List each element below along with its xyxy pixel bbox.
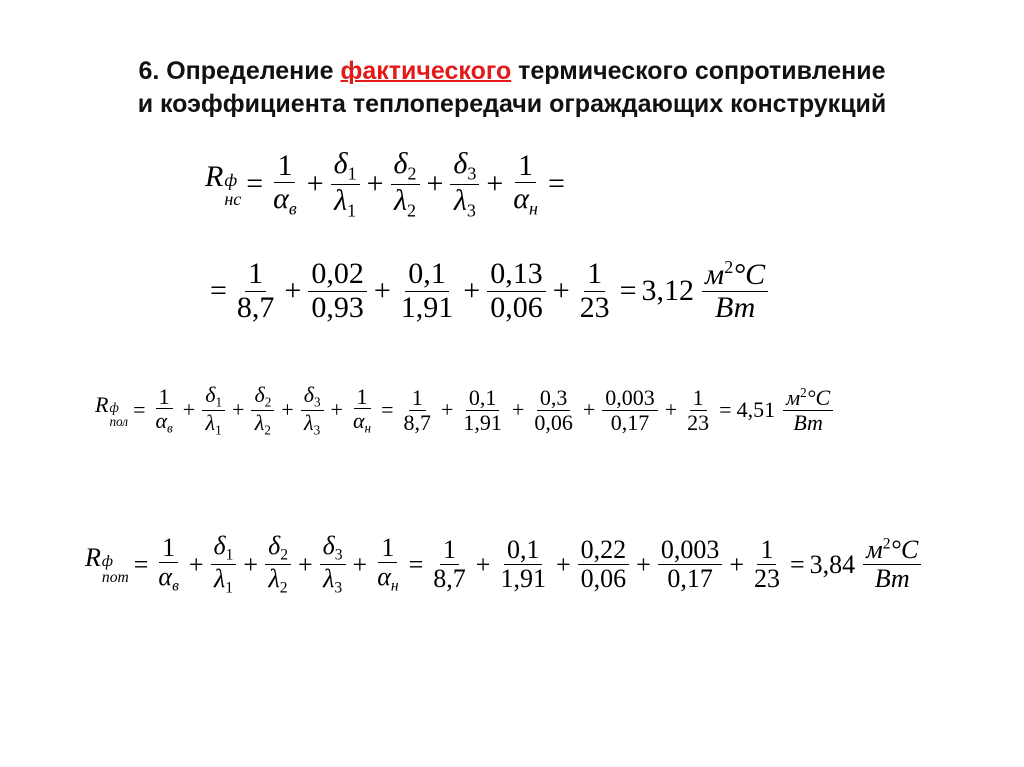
numerator-value: 0,22 (580, 535, 627, 565)
numerator (466, 386, 500, 411)
one: 1 (518, 148, 534, 182)
numerator-value: 0,1 (506, 535, 540, 565)
denominator (308, 292, 367, 324)
denominator-value: 8,7 (236, 290, 275, 324)
denominator-value: 23 (579, 290, 610, 324)
denominator (872, 565, 913, 593)
lambda-symbol (334, 183, 357, 221)
superscript-phi: ф (109, 400, 119, 415)
denominator (790, 411, 826, 435)
fraction (211, 532, 237, 598)
delta-letter: δ (205, 382, 216, 407)
one: 1 (158, 383, 170, 409)
unit-m: м (786, 385, 801, 411)
equation-pot (85, 532, 923, 598)
subscript: 3 (313, 394, 321, 410)
alpha-letter: α (155, 408, 168, 434)
plus-sign: + (182, 397, 196, 423)
plus-sign: + (284, 274, 302, 308)
numerator (578, 536, 630, 565)
plus-sign: + (330, 397, 343, 423)
numerator (487, 258, 546, 291)
numerator (515, 150, 536, 183)
denominator (608, 411, 653, 435)
denominator (398, 292, 457, 324)
delta-letter: δ (268, 531, 281, 560)
R-indices (109, 401, 128, 429)
one: 1 (381, 533, 395, 563)
numerator (308, 258, 367, 291)
denominator (350, 409, 374, 436)
numerator (378, 534, 397, 563)
result-value: 3,12 (641, 274, 695, 308)
unit-m: м (866, 535, 883, 565)
numerator-value: 1 (587, 257, 603, 291)
unit-power: 2 (724, 257, 734, 277)
plus-sign: + (306, 167, 324, 201)
delta-symbol (453, 147, 477, 184)
fraction (487, 258, 546, 324)
numerator-value: 0,02 (311, 257, 364, 291)
fraction (602, 386, 658, 435)
subscript: в (288, 198, 297, 219)
denominator (270, 183, 300, 219)
fraction (331, 148, 360, 220)
subscript: 1 (215, 422, 222, 438)
numerator (159, 534, 178, 563)
unit-power: 2 (800, 385, 807, 401)
alpha-letter: α (513, 182, 530, 216)
subscript: 1 (215, 394, 223, 410)
R-letter: R (205, 159, 224, 193)
plus-sign: + (366, 167, 384, 201)
unit-numerator (866, 535, 918, 564)
subscript: 2 (280, 546, 288, 564)
plus-sign: + (486, 167, 504, 201)
unit-m: м (705, 257, 725, 291)
unit-celsius: °C (890, 535, 919, 565)
denominator (451, 185, 479, 221)
delta-letter: δ (393, 147, 408, 180)
numerator-value: 1 (692, 385, 704, 411)
lambda-symbol (254, 409, 271, 438)
delta-symbol (205, 382, 223, 410)
denominator (252, 411, 274, 438)
denominator-value: 0,06 (534, 409, 573, 435)
plus-sign: + (636, 549, 651, 579)
numerator (783, 386, 833, 411)
plus-sign: + (511, 397, 525, 423)
title-prefix: 6. Определение (138, 57, 341, 85)
denominator (531, 411, 576, 435)
denominator-value: 23 (753, 564, 780, 594)
plus-sign: + (281, 397, 294, 423)
subscript: 3 (467, 163, 477, 184)
title-highlight: фактического (340, 57, 512, 85)
numerator (156, 385, 173, 410)
lambda-symbol (453, 183, 476, 221)
equals-sign: = (133, 549, 149, 579)
plus-sign: + (552, 274, 570, 308)
equation-pol (95, 383, 835, 438)
unit-watt: Вт (793, 409, 823, 435)
R-indices (102, 554, 129, 587)
denominator-value: 0,06 (490, 290, 543, 324)
lambda-letter: λ (453, 183, 467, 217)
plus-sign: + (440, 397, 454, 423)
denominator (234, 292, 278, 324)
fraction (155, 534, 181, 595)
plus-sign: + (582, 397, 596, 423)
equals-sign: = (789, 549, 805, 579)
numerator (757, 536, 776, 565)
fraction (251, 383, 274, 438)
numerator-value: 0,003 (660, 535, 720, 565)
delta-letter: δ (322, 531, 335, 560)
plus-sign: + (475, 549, 491, 579)
fraction (320, 532, 346, 598)
denominator-value: 0,93 (311, 290, 364, 324)
fraction (350, 385, 374, 437)
denominator-value: 8,7 (403, 409, 431, 435)
plus-sign: + (243, 549, 259, 579)
fraction (577, 258, 613, 324)
fraction (450, 148, 479, 220)
fraction (863, 536, 921, 593)
alpha-letter: α (273, 182, 289, 216)
fraction (308, 258, 367, 324)
numerator (301, 383, 324, 411)
numerator-value: 1 (760, 535, 774, 565)
fraction (234, 258, 278, 324)
lambda-symbol (394, 183, 417, 221)
unit-numerator (705, 258, 765, 291)
equals-sign: = (210, 274, 227, 308)
fraction (578, 536, 630, 593)
subscript: 3 (334, 546, 343, 564)
subscript: 1 (225, 579, 233, 597)
plus-sign: + (297, 549, 313, 579)
denominator-value: 1,91 (400, 290, 454, 324)
denominator-value: 23 (687, 409, 710, 435)
equals-sign: = (381, 397, 394, 423)
unit-power: 2 (882, 535, 891, 553)
denominator-value: 1,91 (500, 564, 546, 594)
numerator (658, 536, 723, 565)
title-rest: термического сопротивление (511, 57, 886, 85)
numerator (863, 536, 921, 565)
subscript: 2 (279, 579, 288, 597)
result-value: 3,84 (809, 549, 856, 579)
unit-celsius: °C (733, 257, 766, 291)
alpha-symbol (158, 562, 179, 595)
subscript: в (167, 420, 173, 436)
delta-symbol (393, 147, 417, 184)
numerator (354, 385, 371, 410)
lambda-letter: λ (323, 564, 335, 594)
numerator-value: 0,003 (605, 385, 655, 411)
numerator (537, 386, 571, 411)
numerator (202, 383, 225, 411)
alpha-letter: α (158, 562, 173, 592)
resistance-symbol (205, 160, 241, 209)
alpha-letter: α (377, 562, 391, 592)
lambda-symbol (205, 409, 222, 438)
plus-sign: + (463, 274, 481, 308)
lambda-letter: λ (213, 564, 226, 594)
denominator (211, 565, 236, 597)
equals-sign: = (719, 397, 732, 423)
subscript: н (390, 577, 399, 595)
plus-sign: + (664, 397, 678, 423)
result-value: 4,51 (736, 397, 776, 423)
unit-celsius: °C (806, 385, 831, 411)
title-line2: и коэффициента теплопередачи ограждающих конструкций (137, 90, 887, 118)
numerator (440, 536, 459, 565)
numerator-value: 1 (248, 257, 264, 291)
fraction (783, 386, 833, 435)
unit-watt: Вт (714, 291, 756, 325)
subscript: 1 (347, 163, 357, 184)
fraction (202, 383, 225, 438)
denominator (400, 411, 434, 435)
fraction (270, 150, 300, 219)
denominator (460, 411, 505, 435)
alpha-symbol (155, 408, 173, 436)
denominator-value: 0,06 (580, 564, 627, 594)
denominator (510, 183, 541, 219)
slide-title (0, 55, 1024, 121)
denominator (487, 292, 546, 324)
lambda-letter: λ (254, 409, 265, 435)
denominator (331, 185, 359, 221)
lambda-letter: λ (334, 183, 348, 217)
numerator (251, 383, 274, 411)
delta-letter: δ (453, 147, 468, 180)
numerator (450, 148, 479, 185)
denominator (430, 565, 469, 593)
subscript-layer: пол (109, 413, 129, 429)
plus-sign: + (352, 549, 368, 579)
lambda-symbol (213, 564, 233, 597)
lambda-letter: λ (268, 564, 280, 594)
denominator (266, 565, 291, 597)
fraction (531, 386, 576, 435)
subscript: 3 (334, 579, 343, 597)
denominator (497, 565, 549, 593)
R-letter: R (85, 542, 101, 572)
denominator (712, 292, 758, 324)
plus-sign: + (729, 549, 744, 579)
denominator (578, 565, 630, 593)
fraction (430, 536, 469, 593)
subscript-layer: нс (224, 188, 242, 209)
denominator (301, 411, 323, 438)
numerator (409, 386, 426, 411)
delta-symbol (268, 531, 288, 564)
fraction (684, 386, 712, 435)
R-indices (224, 171, 241, 209)
fraction (658, 536, 723, 593)
numerator-value: 0,3 (539, 385, 568, 411)
numerator (211, 532, 237, 565)
numerator (702, 258, 768, 292)
numerator (320, 532, 346, 565)
fraction (497, 536, 549, 593)
fraction (510, 150, 541, 219)
one: 1 (277, 148, 293, 182)
fraction (460, 386, 505, 435)
denominator (203, 411, 225, 438)
lambda-letter: λ (394, 183, 408, 217)
numerator-value: 0,1 (468, 385, 497, 411)
equation-ns-numeric (205, 258, 770, 325)
subscript: 1 (347, 200, 357, 221)
numerator (602, 386, 658, 411)
one: 1 (162, 533, 176, 563)
numerator (274, 150, 295, 183)
subscript-layer: пот (101, 569, 129, 587)
resistance-symbol (85, 543, 129, 587)
numerator (331, 148, 360, 185)
plus-sign: + (555, 549, 571, 579)
equals-sign: = (547, 167, 565, 201)
delta-symbol (303, 382, 321, 410)
denominator (684, 411, 712, 435)
numerator-value: 1 (443, 535, 457, 565)
alpha-symbol (352, 408, 372, 436)
plus-sign: + (232, 397, 245, 423)
numerator (405, 258, 449, 291)
superscript-phi: ф (101, 552, 113, 570)
numerator (584, 258, 605, 291)
delta-symbol (254, 382, 272, 410)
denominator (152, 409, 175, 436)
numerator (265, 532, 291, 565)
fraction (152, 385, 175, 437)
subscript: 3 (313, 422, 321, 438)
alpha-letter: α (352, 408, 365, 434)
delta-symbol (322, 531, 343, 564)
denominator (577, 292, 613, 324)
numerator-value: 1 (411, 385, 423, 411)
plus-sign: + (373, 274, 391, 308)
R-letter: R (95, 392, 109, 417)
denominator-value: 1,91 (463, 409, 502, 435)
lambda-symbol (304, 409, 321, 438)
delta-symbol (333, 147, 357, 184)
denominator-value: 8,7 (433, 564, 466, 594)
one: 1 (356, 383, 368, 409)
unit-watt: Вт (874, 564, 910, 594)
resistance-symbol (95, 392, 128, 429)
lambda-symbol (323, 564, 343, 597)
numerator (245, 258, 266, 291)
lambda-letter: λ (205, 409, 216, 435)
numerator (504, 536, 543, 565)
fraction (400, 386, 434, 435)
subscript: н (529, 198, 538, 219)
equation-ns-symbolic (205, 148, 570, 220)
subscript: 2 (264, 394, 272, 410)
numerator-value: 0,13 (490, 257, 543, 291)
numerator (690, 386, 707, 411)
lambda-letter: λ (304, 409, 314, 435)
denominator (155, 563, 181, 595)
subscript: 2 (407, 163, 417, 184)
lambda-symbol (268, 564, 288, 597)
fraction (301, 383, 324, 438)
equals-sign: = (408, 549, 424, 579)
denominator (320, 565, 345, 597)
fraction (751, 536, 783, 593)
denominator-value: 0,17 (667, 564, 713, 594)
fraction (374, 534, 401, 595)
alpha-symbol (377, 562, 399, 595)
denominator (664, 565, 716, 593)
numerator (391, 148, 420, 185)
plus-sign: + (426, 167, 444, 201)
subscript: 2 (407, 200, 417, 221)
fraction (265, 532, 291, 598)
denominator (391, 185, 419, 221)
superscript-phi: ф (224, 169, 238, 190)
subscript: н (364, 420, 372, 436)
delta-letter: δ (333, 147, 348, 180)
delta-symbol (213, 531, 234, 564)
numerator-value: 0,1 (408, 257, 446, 291)
denominator (374, 563, 401, 595)
fraction (702, 258, 768, 325)
equals-sign: = (619, 274, 637, 308)
alpha-symbol (513, 182, 538, 219)
delta-letter: δ (213, 531, 226, 560)
subscript: в (172, 577, 179, 595)
delta-letter: δ (303, 382, 314, 407)
fraction (391, 148, 420, 220)
subscript: 1 (225, 546, 234, 564)
denominator (751, 565, 783, 593)
fraction (398, 258, 457, 324)
unit-numerator (786, 385, 830, 410)
equals-sign: = (133, 397, 146, 423)
equals-sign: = (246, 167, 264, 201)
denominator-value: 0,17 (610, 409, 650, 435)
alpha-symbol (273, 182, 297, 219)
subscript: 2 (264, 422, 271, 438)
plus-sign: + (188, 549, 204, 579)
delta-letter: δ (254, 382, 265, 407)
subscript: 3 (466, 200, 476, 221)
